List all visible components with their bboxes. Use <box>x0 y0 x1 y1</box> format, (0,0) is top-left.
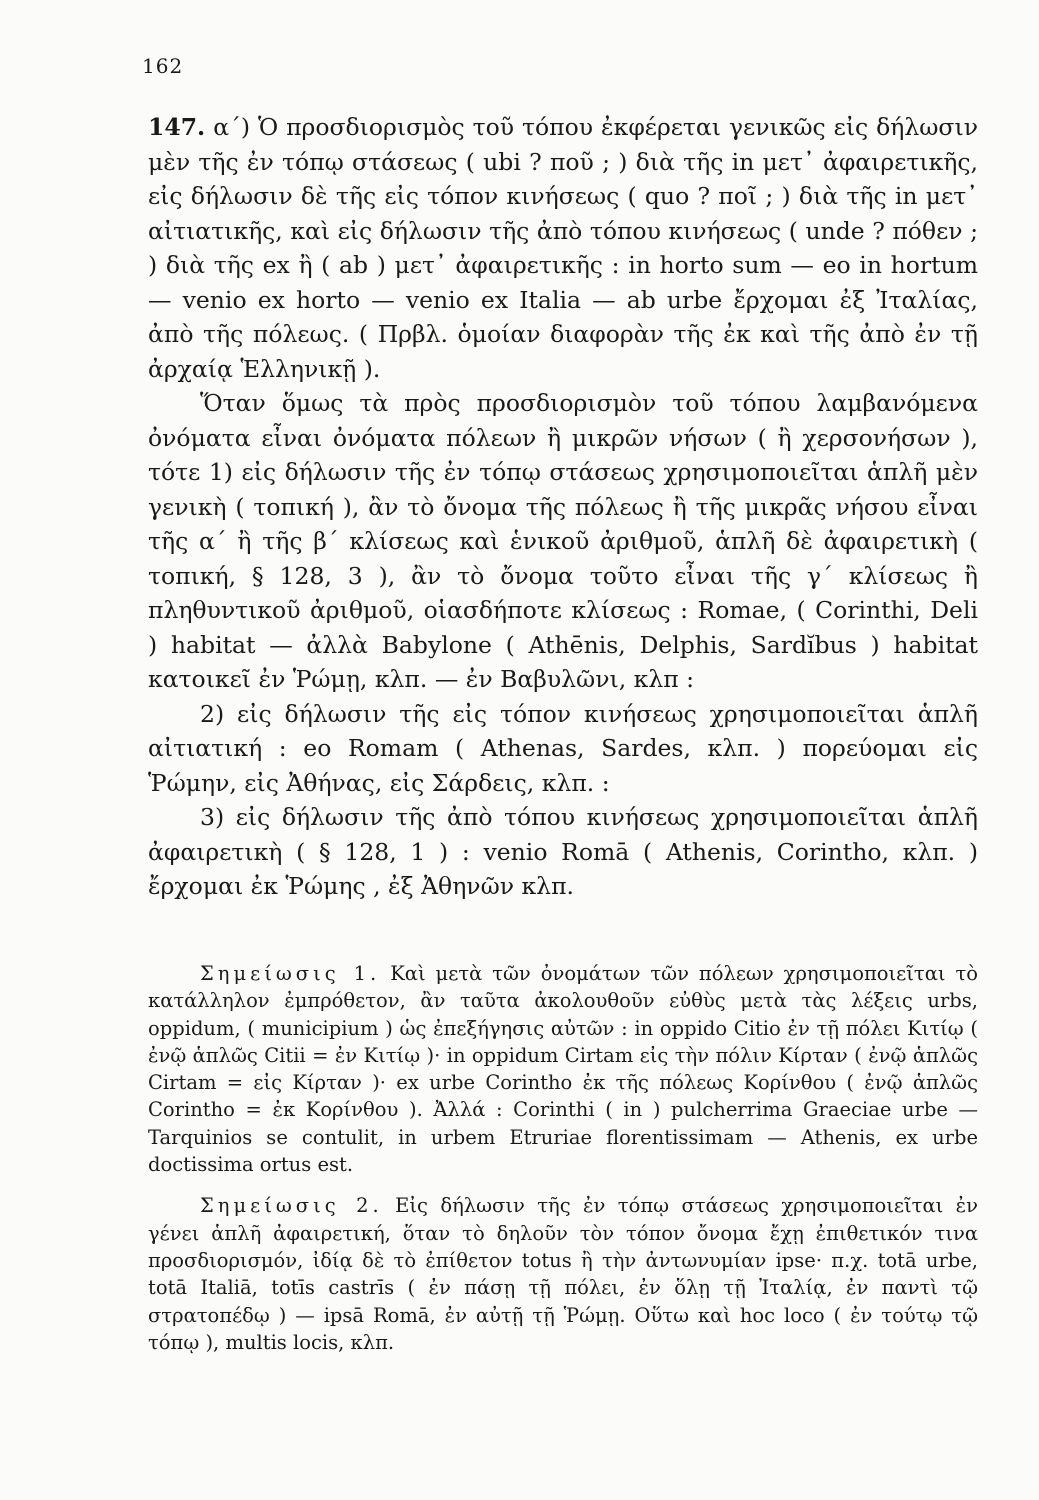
notes <box>148 960 978 1370</box>
note-2-text: Εἰς δήλωσιν τῆς ἐν τόπῳ στάσεως χρησιμοποιεῖται ἐν γένει ἁπλῆ ἀφαιρετική, ὅταν τὸ δηλοῦν τὸν τόπον ὄνομα ἔχῃ ἐπιθετικόν τινα προσδιορισμόν, ἰδίᾳ δὲ τὸ ἐπίθετον totus ἢ τὴν ἀντωνυμίαν ipse· π.χ. totā urbe, totā Italiā, totīs castrīs ( ἐν πάσῃ τῇ πόλει, ἐν ὅλῃ τῇ Ἰταλίᾳ, ἐν παντὶ τῷ στρατοπέδῳ ) — ipsā Romā, ἐν αὐτῇ τῇ Ῥώμῃ. Οὕτω καὶ hoc loco ( ἐν τούτῳ τῷ τόπῳ ), multis locis, κλπ. <box>148 1194 978 1354</box>
note-2 <box>148 1192 978 1356</box>
paragraph-4: 3) εἰς δήλωσιν τῆς ἀπὸ τόπου κινήσεως χρησιμοποιεῖται ἁπλῆ ἀφαιρετικὴ ( § 128, 1 ) : venio Romā ( Athenis, Corintho, κλπ. ) ἔρχομαι ἐκ Ῥώμης , ἐξ Ἀθηνῶν κλπ. <box>148 803 978 900</box>
paragraph-2: Ὅταν ὅμως τὰ πρὸς προσδιορισμὸν τοῦ τόπου λαμβανόμενα ὀνόματα εἶναι ὀνόματα πόλεων ἢ μικρῶν νήσων ( ἢ χερσονήσων ), τότε 1) εἰς δήλωσιν τῆς ἐν τόπῳ στάσεως χρησιμοποιεῖται ἁπλῆ μὲν γενικὴ ( τοπική ), ἂν τὸ ὄνομα τῆς πόλεως ἢ τῆς μικρᾶς νήσου εἶναι τῆς α΄ ἢ τῆς β΄ κλίσεως καὶ ἑνικοῦ ἀριθμοῦ, ἁπλῆ δὲ ἀφαιρετικὴ ( τοπική, § 128, 3 ), ἂν τὸ ὄνομα τοῦτο εἶναι τῆς γ΄ κλίσεως ἢ πληθυντικοῦ ἀριθμοῦ, οἱασδήποτε κλίσεως : Romae, ( Corinthi, Deli ) habitat — ἀλλὰ Babylone ( Athēnis, Delphis, Sardĭbus ) habitat κατοικεῖ ἐν Ῥώμῃ, κλπ. — ἐν Βαβυλῶνι, κλπ : <box>148 389 978 693</box>
paragraph-1 <box>148 110 978 386</box>
paragraph-1-text: α΄) Ὁ προσδιορισμὸς τοῦ τόπου ἐκφέρεται γενικῶς εἰς δήλωσιν μὲν τῆς ἐν τόπῳ στάσεως ( ubi ? ποῦ ; ) διὰ τῆς in μετ᾿ ἀφαιρετικῆς, εἰς δήλωσιν δὲ τῆς εἰς τόπον κινήσεως ( quo ? ποῖ ; ) διὰ τῆς in μετ᾿ αἰτιατικῆς, καὶ εἰς δήλωσιν τῆς ἀπὸ τόπου κινήσεως ( unde ? πόθεν ; ) διὰ τῆς ex ἢ ( ab ) μετ᾿ ἀφαιρετικῆς : in horto sum — eo in hortum — venio ex horto — venio ex Italia — ab urbe ἔρχομαι ἐξ Ἰταλίας, ἀπὸ τῆς πόλεως. ( Πρβλ. ὁμοίαν διαφορὰν τῆς ἐκ καὶ τῆς ἀπὸ ἐν τῇ ἀρχαίᾳ Ἑλληνικῇ ). <box>148 113 978 383</box>
page-number: 162 <box>142 54 184 78</box>
note-2-label: Σημείωσις 2. <box>200 1194 383 1218</box>
section-147 <box>148 110 978 904</box>
note-1-text: Καὶ μετὰ τῶν ὀνομάτων τῶν πόλεων χρησιμοποιεῖται τὸ κατάλληλον ἐμπρόθετον, ἂν ταῦτα ἀκολουθοῦν εὐθὺς μετὰ τὰς λέξεις urbs, oppidum, ( municipium ) ὡς ἐπεξήγησις αὐτῶν : in oppido Citio ἐν τῇ πόλει Κιτίῳ ( ἐνῷ ἁπλῶς Citii = ἐν Κιτίῳ )· in oppidum Cirtam εἰς τὴν πόλιν Κίρταν ( ἐνῷ ἁπλῶς Cirtam = εἰς Κίρταν )· ex urbe Corintho ἐκ τῆς πόλεως Κορίνθου ( ἐνῷ ἁπλῶς Corintho = ἐκ Κορίνθου ). Ἀλλά : Corinthi ( in ) pulcherrima Graeciae urbe — Tarquinios se contulit, in urbem Etruriae florentissimam — Athenis, ex urbe doctissima ortus est. <box>148 962 978 1177</box>
section-number: 147. <box>148 113 206 141</box>
note-1-label: Σημείωσις 1. <box>200 962 381 985</box>
note-1 <box>148 960 978 1178</box>
paragraph-3: 2) εἰς δήλωσιν τῆς εἰς τόπον κινήσεως χρησιμοποιεῖται ἁπλῆ αἰτιατική : eo Romam ( Athenas, Sardes, κλπ. ) πορεύομαι εἰς Ῥώμην, εἰς Ἀθήνας, εἰς Σάρδεις, κλπ. : <box>148 699 978 797</box>
